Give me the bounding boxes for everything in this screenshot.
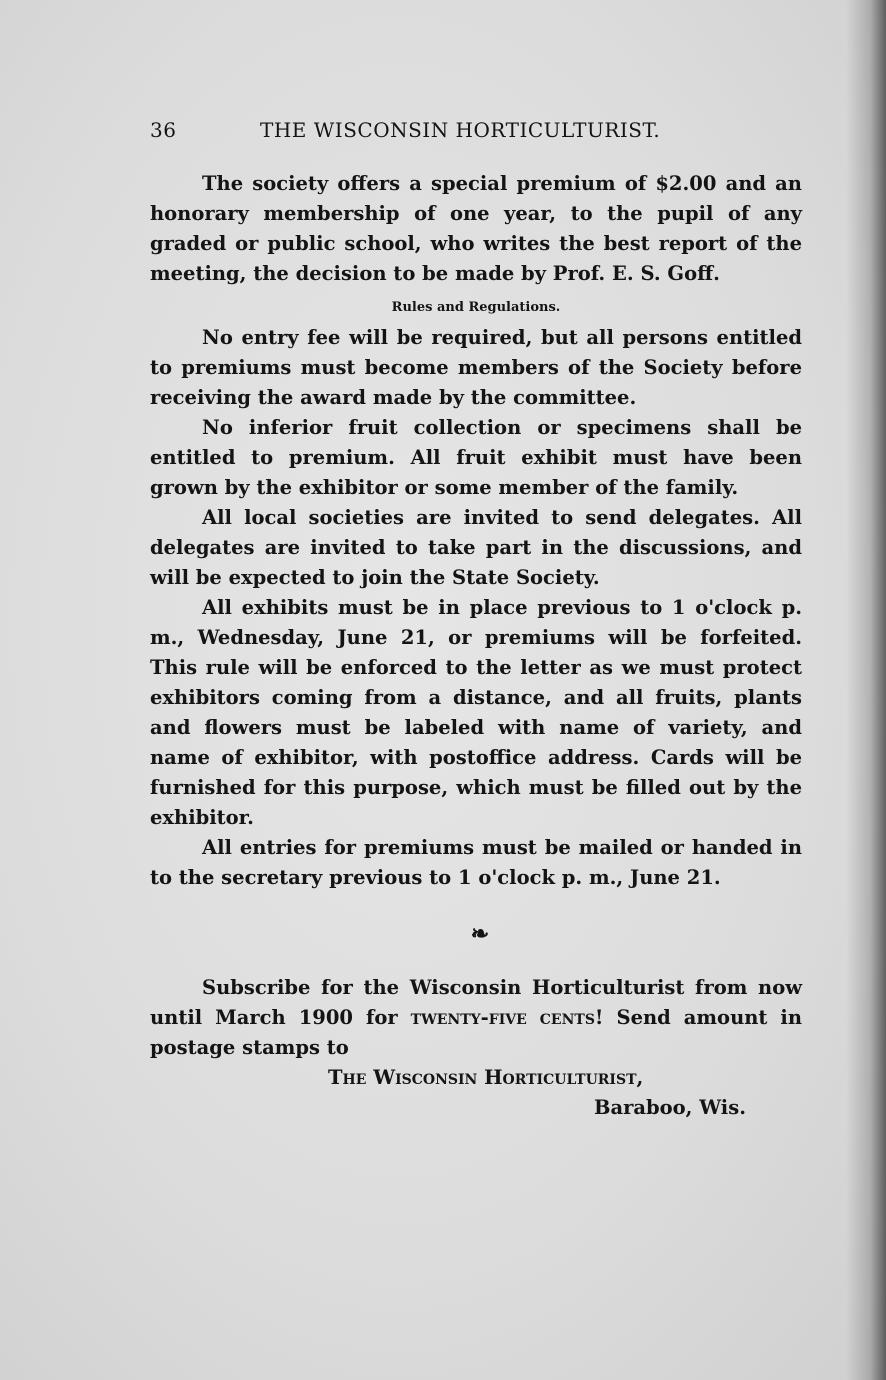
- exhibits-paragraph: All exhibits must be in place previous to 1 o'clock p. m., Wednesday, June 21, or premiums will be forfeited. This rule will be enforced to the letter as we must protect exhibitors coming from a distance, and all fruits, plants and flowers must be labeled with name of variety, and name of exhibitor, with postoffice address. Cards will be furnished for this purpose, which must be filled out by the exhibitor.: [150, 596, 802, 829]
- subscribe-text-before: Subscribe for the Wisconsin Horticulturist from now until March 1900 for: [150, 976, 802, 1029]
- subscribe-paragraph: [150, 973, 802, 1063]
- entries-paragraph: All entries for premiums must be mailed or handed in to the secretary previous to 1 o'clock p. m., June 21.: [150, 836, 802, 889]
- fleuron-ornament: ❧: [470, 921, 490, 947]
- address-city: Baraboo, Wis.: [594, 1096, 746, 1119]
- inferior-fruit-paragraph: No inferior fruit collection or specimens shall be entitled to premium. All fruit exhibit must have been grown by the exhibitor or some member of the family.: [150, 416, 802, 499]
- address-name: The Wisconsin Horticulturist,: [328, 1066, 644, 1089]
- page-header: [150, 118, 702, 146]
- page-edge-shadow: [846, 0, 886, 1380]
- body-text: [150, 169, 802, 1123]
- delegates-paragraph: All local societies are invited to send delegates. All delegates are invited to take part in the discussions, and will be expected to join the State Society.: [150, 506, 802, 589]
- rules-heading: Rules and Regulations.: [391, 300, 561, 315]
- entry-fee-paragraph: No entry fee will be required, but all persons entitled to premiums must become members of the Society before receiving the award made by the committee.: [150, 326, 802, 409]
- subscribe-text-after: Send amount in postage stamps to: [150, 1006, 803, 1059]
- page-number: 36: [150, 118, 177, 142]
- running-title: THE WISCONSIN HORTICULTURIST.: [260, 118, 661, 142]
- subscribe-price: twenty-five cents!: [410, 1006, 604, 1029]
- premium-paragraph: The society offers a special premium of $2.00 and an honorary membership of one year, to the pupil of any graded or public school, who writes the best report of the meeting, the decision to be made by Prof. E. S. Goff.: [150, 172, 802, 285]
